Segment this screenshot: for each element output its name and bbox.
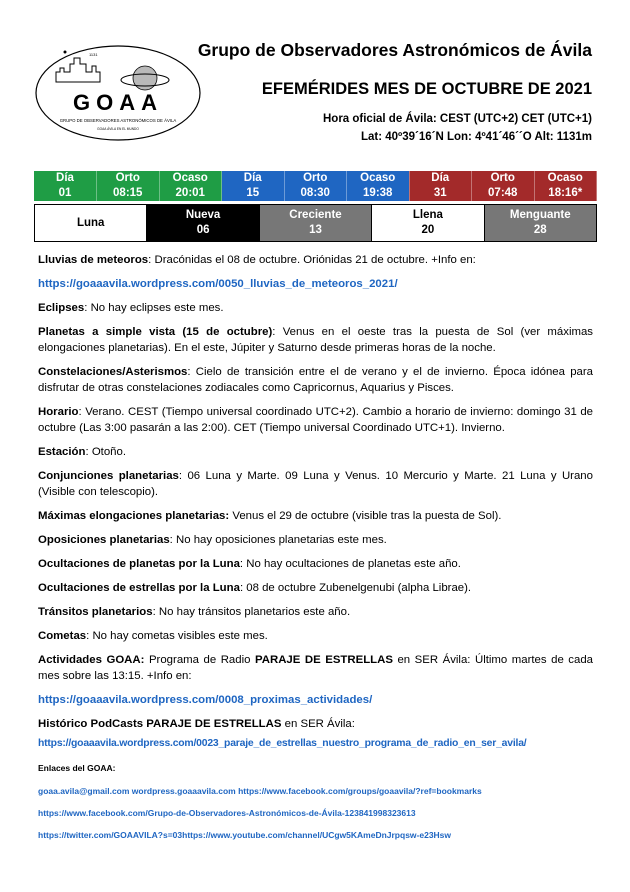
footer-links-line3[interactable]: https://twitter.com/GOAAVILA?s=03https://www.youtube.com/channel/UCgw5KAmeDnJrpqsw-e23Hsw [38, 830, 452, 840]
phase-name: Nueva [185, 209, 221, 221]
logo-text: GOAA [73, 90, 163, 115]
phase-day: 28 [533, 224, 547, 236]
planet-occultations-paragraph [38, 556, 593, 572]
logo-small-text: GOAA ÁVILA EN EL MUNDO [97, 127, 139, 131]
activities-text-a: Programa de Radio [144, 654, 255, 666]
coordinates: Lat: 40º39´16´N Lon: 4º41´46´´O Alt: 1131m [360, 131, 592, 143]
activities-text-c: en SER Ávila: Último martes de cada mes sobre las 13:15. +Info en: [38, 654, 593, 682]
oppositions-label: Oposiciones planetarias [38, 534, 170, 546]
moon-phase-last-quarter [484, 205, 596, 242]
phase-name: Menguante [509, 209, 571, 221]
conjunctions-paragraph [38, 468, 593, 500]
season-paragraph [38, 444, 593, 460]
sunset-header: Ocaso [534, 171, 597, 186]
moon-phase-first-quarter [259, 205, 371, 242]
sunrise-sunset-table [34, 171, 597, 201]
moon-label: Luna [35, 205, 147, 242]
sunrise-header: Orto [472, 171, 535, 186]
podcasts-text: en SER Ávila: [281, 718, 355, 730]
sunset-value: 18:16* [534, 186, 597, 201]
goaa-logo [34, 44, 202, 142]
sunset-value: 20:01 [159, 186, 222, 201]
phase-day: 20 [421, 224, 435, 236]
transits-paragraph [38, 604, 593, 620]
sunrise-value: 08:15 [97, 186, 160, 201]
day-header: Día [409, 171, 472, 186]
sunrise-header: Orto [97, 171, 160, 186]
conjunctions-text: : 06 Luna y Marte. 09 Luna y Venus. 10 Mercurio y Marte. 21 Luna y Urano (Visible con telescopio). [38, 470, 593, 498]
podcasts-link[interactable]: https://goaaavila.wordpress.com/0023_paraje_de_estrellas_nuestro_programa_de_radio_en_ser_avila/ [38, 738, 527, 749]
oppositions-paragraph [38, 532, 593, 548]
planet-occultations-label: Ocultaciones de planetas por la Luna [38, 558, 240, 570]
star-occultations-text: : 08 de octubre Zubenelgenubi (alpha Librae). [239, 582, 472, 594]
meteors-text: : Dracónidas el 08 de octubre. Oriónidas 21 de octubre. +Info en: [148, 254, 476, 266]
official-time: Hora oficial de Ávila: CEST (UTC+2) CET (UTC+1) [322, 113, 592, 125]
svg-text:1131: 1131 [89, 52, 98, 57]
links-title: Enlaces del GOAA: [38, 763, 116, 773]
constellations-paragraph [38, 364, 593, 396]
meteors-paragraph [38, 252, 593, 268]
moon-phase-full [372, 205, 484, 242]
star-occultations-label: Ocultaciones de estrellas por la Luna [38, 582, 240, 594]
eclipses-label: Eclipses [38, 302, 85, 314]
constellations-label: Constelaciones/Asterismos [38, 366, 188, 378]
comets-label: Cometas [38, 630, 87, 642]
elongations-label: Máximas elongaciones planetarias: [38, 510, 230, 522]
elongations-paragraph [38, 508, 593, 524]
moon-phases-table [34, 204, 597, 242]
schedule-paragraph [38, 404, 593, 436]
sunset-header: Ocaso [159, 171, 222, 186]
season-label: Estación [38, 446, 86, 458]
season-text: : Otoño. [85, 446, 127, 458]
activities-label: Actividades GOAA: [38, 654, 145, 666]
phase-name: Creciente [289, 209, 342, 221]
phase-day: 06 [196, 224, 210, 236]
meteors-link[interactable]: https://goaaavila.wordpress.com/0050_lluvias_de_meteoros_2021/ [38, 278, 398, 290]
planets-paragraph [38, 324, 593, 356]
phase-day: 13 [309, 224, 322, 236]
schedule-label: Horario [38, 406, 79, 418]
activities-paragraph [38, 652, 593, 684]
elongations-text: Venus el 29 de octubre (visible tras la puesta de Sol). [229, 510, 502, 522]
oppositions-text: : No hay oposiciones planetarias este mes. [169, 534, 387, 546]
day-header: Día [222, 171, 285, 186]
comets-text: : No hay cometas visibles este mes. [86, 630, 268, 642]
sunset-header: Ocaso [347, 171, 410, 186]
logo-subtitle: GRUPO DE OBSERVADORES ASTRONÓMICOS DE ÁVILA [59, 118, 177, 123]
eclipses-text: : No hay eclipses este mes. [84, 302, 224, 314]
footer-links-line1[interactable]: goaa.avila@gmail.com wordpress.goaaavila.com https://www.facebook.com/groups/goaavila/?ref=bookmarks [38, 786, 482, 796]
day-header: Día [34, 171, 97, 186]
sunrise-value: 08:30 [284, 186, 347, 201]
footer-links-line2[interactable]: https://www.facebook.com/Grupo-de-Observadores-Astronómicos-de-Ávila-123841998323613 [38, 808, 416, 818]
sunrise-value: 07:48 [472, 186, 535, 201]
comets-paragraph [38, 628, 593, 644]
eclipses-paragraph [38, 300, 593, 316]
planet-occultations-text: : No hay ocultaciones de planetas este año. [239, 558, 461, 570]
day-value: 31 [409, 186, 472, 201]
transits-label: Tránsitos planetarios [38, 606, 153, 618]
activities-link[interactable]: https://goaaavila.wordpress.com/0008_proximas_actividades/ [38, 694, 373, 706]
podcasts-label-a: Histórico PodCasts [38, 718, 147, 730]
ephemeris-title: EFEMÉRIDES MES DE OCTUBRE DE 2021 [261, 80, 592, 98]
day-value: 01 [34, 186, 97, 201]
phase-name: Llena [412, 209, 443, 221]
moon-phase-new [147, 205, 259, 242]
meteors-label: Lluvias de meteoros [38, 254, 149, 266]
planets-label: Planetas a simple vista (15 de octubre) [38, 326, 273, 338]
sunrise-header: Orto [284, 171, 347, 186]
sunset-value: 19:38 [347, 186, 410, 201]
day-value: 15 [222, 186, 285, 201]
podcasts-paragraph [38, 716, 593, 732]
conjunctions-label: Conjunciones planetarias [38, 470, 179, 482]
ephemeris-body [38, 252, 593, 850]
podcasts-label-b: PARAJE DE ESTRELLAS [146, 718, 282, 730]
planets-text: : Venus en el oeste tras la puesta de Sol (ver máximas elongaciones planetarias). En el este, Júpiter y Saturno desde primeras horas de la noche. [38, 326, 593, 354]
constellations-text: : Cielo de transición entre el de verano y el de invierno. Época idónea para disfrutar de otras constelaciones zodiacales como Capricornus, Aquarius y Pisces. [38, 366, 593, 394]
schedule-text: : Verano. CEST (Tiempo universal coordinado UTC+2). Cambio a horario de invierno: domingo 31 de octubre (Las 3:00 pasarán a las 2:00). CET (Tiempo universal Coordinado UTC+1). Invierno. [38, 406, 593, 434]
org-title: Grupo de Observadores Astronómicos de Ávila [197, 40, 592, 60]
star-occultations-paragraph [38, 580, 593, 596]
radio-program-name: PARAJE DE ESTRELLAS [254, 654, 393, 666]
transits-text: : No hay tránsitos planetarios este año. [152, 606, 351, 618]
